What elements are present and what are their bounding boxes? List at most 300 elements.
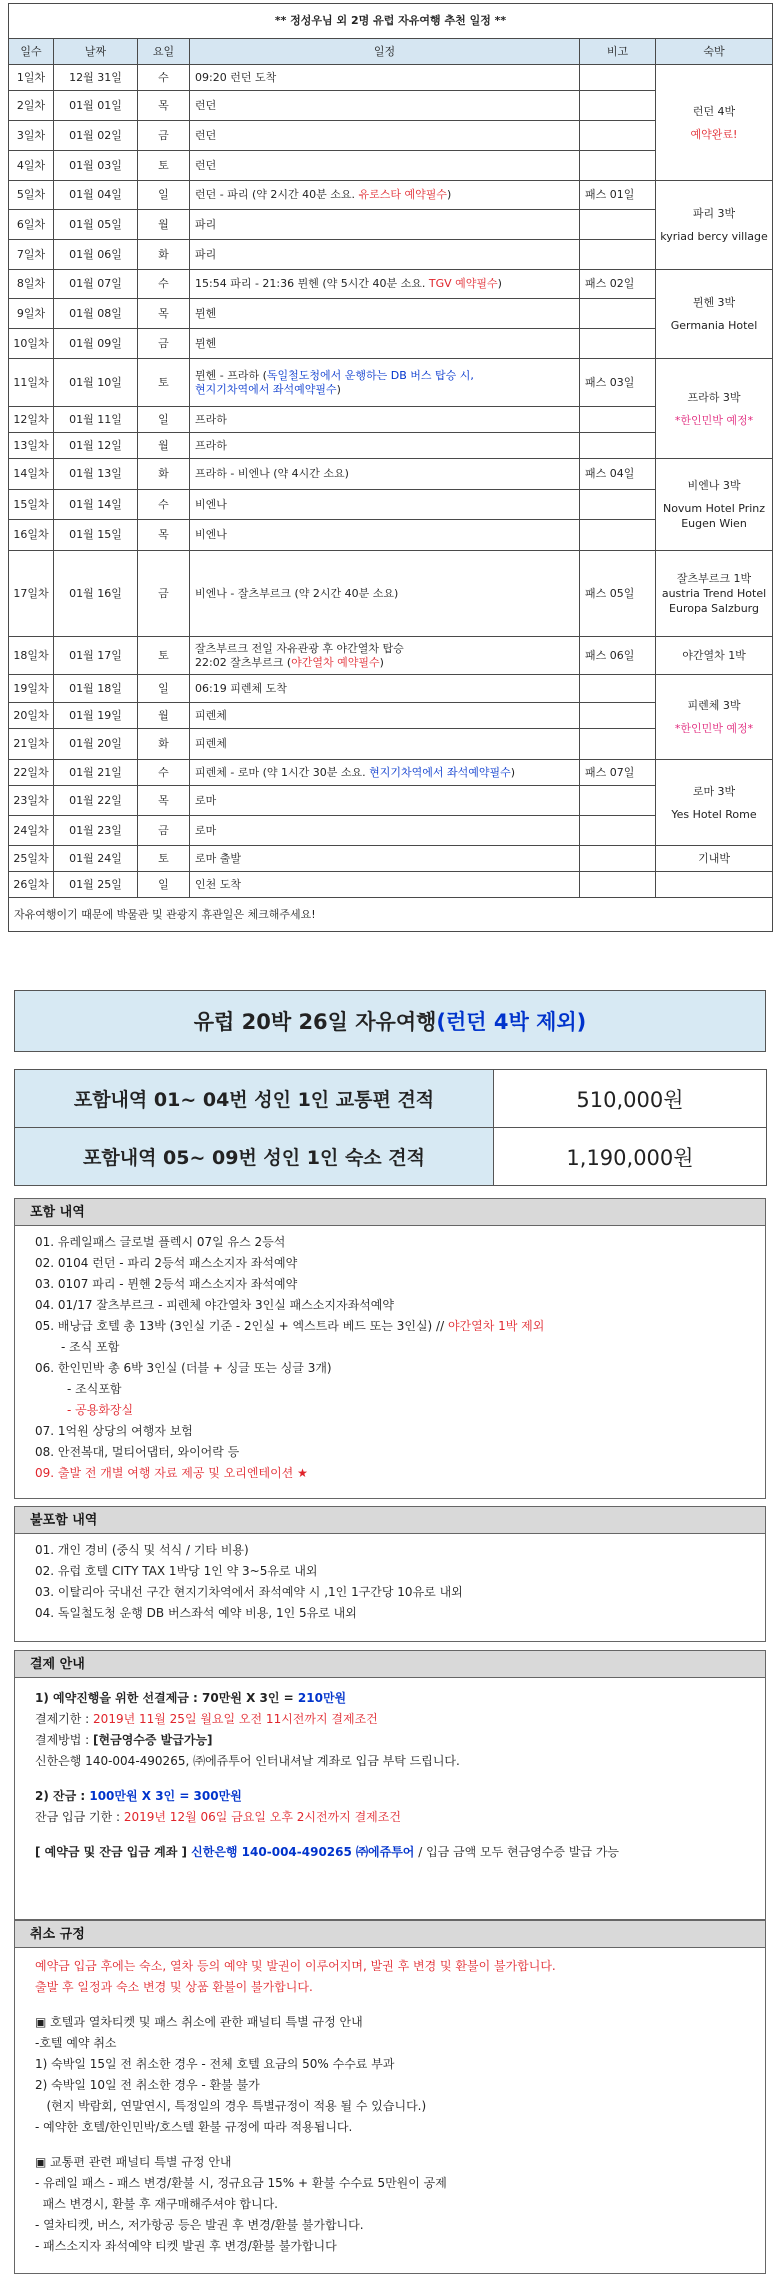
payment-line	[35, 1751, 765, 1772]
date-cell: 01월 02일	[54, 121, 138, 151]
note-cell	[580, 490, 656, 520]
day-cell: 11일차	[9, 359, 54, 407]
plan-cell	[190, 65, 580, 91]
included-item	[35, 1295, 765, 1316]
weekday-cell: 수	[138, 760, 190, 786]
price-value: 510,000원	[494, 1070, 767, 1128]
stay-cell	[656, 760, 773, 846]
day-cell: 5일차	[9, 181, 54, 210]
cancel-line	[35, 2215, 765, 2236]
plan-cell	[190, 121, 580, 151]
text-segment: 뮌헨	[195, 336, 217, 350]
schedule-row	[9, 359, 773, 407]
plan-cell	[190, 210, 580, 240]
stay-line: 비엔나 3박	[687, 479, 741, 492]
cancel-line	[35, 2033, 765, 2054]
text-segment: 04. 01/17 잘츠부르크 - 피렌체 야간열차 3인실 패스소지자좌석예약	[35, 1298, 394, 1312]
text-segment: )	[497, 277, 502, 290]
note-cell	[580, 407, 656, 433]
note-cell	[580, 846, 656, 872]
weekday-cell: 토	[138, 151, 190, 181]
date-cell: 01월 04일	[54, 181, 138, 210]
day-cell: 26일차	[9, 872, 54, 898]
cancel-heading: 취소 규정	[14, 1920, 766, 1948]
text-segment: 09:20 런던 도착	[195, 70, 277, 84]
cancel-line	[35, 2096, 765, 2117]
date-cell: 01월 10일	[54, 359, 138, 407]
text-segment: 2019년 12월 06일 금요일 오후 2시전까지 결제조건	[123, 1810, 401, 1824]
note-cell	[580, 240, 656, 270]
column-header: 날짜	[54, 39, 138, 65]
excluded-item: 01. 개인 경비 (중식 및 석식 / 기타 비용)	[35, 1543, 249, 1557]
weekday-cell: 금	[138, 329, 190, 359]
stay-line: kyriad bercy village	[660, 230, 768, 243]
plan-cell	[190, 433, 580, 459]
text-segment: 07. 1억원 상당의 여행자 보험	[35, 1424, 193, 1438]
text-segment: -호텔 예약 취소	[35, 2036, 117, 2050]
text-segment: - 조식 포함	[61, 1340, 120, 1354]
date-cell: 01월 25일	[54, 872, 138, 898]
included-item	[35, 1316, 765, 1337]
day-cell: 7일차	[9, 240, 54, 270]
stay-cell	[656, 551, 773, 637]
plan-cell	[190, 786, 580, 816]
date-cell: 01월 17일	[54, 637, 138, 675]
text-segment: 잔금 입금 기한 :	[35, 1810, 124, 1824]
weekday-cell: 목	[138, 786, 190, 816]
text-segment: 런던	[195, 158, 217, 172]
text-segment: )	[447, 188, 452, 201]
plan-cell	[190, 846, 580, 872]
text-segment: )	[336, 382, 341, 396]
text-segment: 잘츠부르크 전일 자유관광 후 야간열차 탑승	[195, 641, 404, 655]
trip-summary-title: 유럽 20박 26일 자유여행	[193, 1010, 437, 1034]
weekday-cell: 토	[138, 359, 190, 407]
date-cell: 01월 11일	[54, 407, 138, 433]
date-cell: 01월 22일	[54, 786, 138, 816]
day-cell: 14일차	[9, 459, 54, 490]
cancel-line	[35, 2236, 765, 2257]
plan-cell	[190, 703, 580, 729]
schedule-row	[9, 270, 773, 299]
stay-line: 피렌체 3박	[687, 699, 741, 712]
date-cell: 01월 18일	[54, 675, 138, 703]
stay-line: 프라하 3박	[687, 390, 741, 404]
text-segment: 런던 - 파리 (약 2시간 40분 소요.	[195, 188, 359, 201]
schedule-row	[9, 760, 773, 786]
text-segment: 현지기차역에서 좌석예약필수	[195, 382, 337, 396]
date-cell: 01월 05일	[54, 210, 138, 240]
column-header: 일수	[9, 39, 54, 65]
date-cell: 01월 20일	[54, 729, 138, 760]
weekday-cell: 토	[138, 637, 190, 675]
weekday-cell: 화	[138, 240, 190, 270]
plan-cell	[190, 675, 580, 703]
text-segment: 1) 숙박일 15일 전 취소한 경우 - 전체 호텔 요금의 50% 수수료 부과	[35, 2057, 395, 2071]
text-segment: TGV 예약필수	[428, 277, 498, 290]
cancel-section	[14, 1948, 766, 2274]
plan-cell	[190, 270, 580, 299]
text-segment: 예약금 입금 후에는 숙소, 열차 등의 예약 및 발권이 이루어지며, 발권 후 변경 및 환불이 불가합니다.	[35, 1959, 556, 1973]
schedule-row	[9, 459, 773, 490]
included-item	[35, 1274, 765, 1295]
text-segment: 06. 한인민박 총 6박 3인실 (더블 + 싱글 또는 싱글 3개)	[35, 1361, 332, 1375]
note-cell	[580, 151, 656, 181]
price-row-transport	[15, 1070, 767, 1128]
weekday-cell: 금	[138, 551, 190, 637]
payment-line	[35, 1730, 765, 1751]
excluded-item: 02. 유럽 호텔 CITY TAX 1박당 1인 약 3~5유로 내외	[35, 1564, 318, 1578]
day-cell: 20일차	[9, 703, 54, 729]
text-segment: 파리	[195, 217, 217, 231]
included-item	[35, 1463, 765, 1484]
schedule-table	[8, 3, 773, 932]
plan-cell	[190, 407, 580, 433]
excluded-section	[14, 1534, 766, 1642]
date-cell: 01월 03일	[54, 151, 138, 181]
note-cell: 패스 01일	[580, 181, 656, 210]
stay-line: austria Trend Hotel Europa Salzburg	[661, 587, 767, 615]
text-segment: 15:54 파리 - 21:36 뮌헨 (약 5시간 40분 소요.	[195, 277, 429, 290]
stay-cell	[656, 181, 773, 270]
included-section	[14, 1226, 766, 1499]
plan-cell	[190, 151, 580, 181]
plan-cell	[190, 637, 580, 675]
price-table	[14, 1069, 767, 1186]
date-cell: 12월 31일	[54, 65, 138, 91]
text-segment: 패스 변경시, 환불 후 재구매해주셔야 합니다.	[35, 2197, 278, 2211]
weekday-cell: 수	[138, 270, 190, 299]
day-cell: 4일차	[9, 151, 54, 181]
schedule-row	[9, 181, 773, 210]
weekday-cell: 목	[138, 299, 190, 329]
text-segment: 22:02 잘츠부르크 (	[195, 655, 292, 669]
text-segment: 210만원	[297, 1691, 347, 1705]
spacer	[35, 1772, 765, 1786]
plan-cell	[190, 490, 580, 520]
column-header: 숙박	[656, 39, 773, 65]
stay-cell	[656, 459, 773, 551]
text-segment: 06:19 피렌체 도착	[195, 681, 287, 695]
day-cell: 24일차	[9, 816, 54, 846]
note-cell	[580, 121, 656, 151]
payment-line	[35, 1842, 765, 1863]
text-segment: 05. 배낭급 호텔 총 13박 (3인실 기준 - 2인실 + 엑스트라 베드 또는 3인실) //	[35, 1319, 448, 1333]
price-label: 포함내역 01~ 04번 성인 1인 교통편 견적	[15, 1070, 494, 1128]
day-cell: 8일차	[9, 270, 54, 299]
day-cell: 23일차	[9, 786, 54, 816]
day-cell: 22일차	[9, 760, 54, 786]
included-item	[35, 1358, 765, 1379]
column-header: 요일	[138, 39, 190, 65]
footnote: 자유여행이기 때문에 박물관 및 관광지 휴관일은 체크해주세요!	[9, 898, 773, 932]
text-segment: [현금영수증 발급가능]	[93, 1733, 213, 1747]
text-segment: ▣ 교통편 관련 패널티 특별 규정 안내	[35, 2155, 232, 2169]
schedule-row	[9, 65, 773, 91]
schedule-row	[9, 637, 773, 675]
stay-line: Novum Hotel Prinz Eugen Wien	[662, 502, 766, 530]
text-segment: 01. 유레일패스 글로벌 플렉시 07일 유스 2등석	[35, 1235, 286, 1249]
stay-cell	[656, 359, 773, 459]
day-cell: 19일차	[9, 675, 54, 703]
text-segment: 09. 출발 전 개별 여행 자료 제공 및 오리엔테이션 ★	[35, 1466, 308, 1480]
day-cell: 12일차	[9, 407, 54, 433]
cancel-line	[35, 2152, 765, 2173]
text-segment: 결제기한 :	[35, 1712, 94, 1726]
cancel-line	[35, 1977, 765, 1998]
schedule-row	[9, 846, 773, 872]
date-cell: 01월 07일	[54, 270, 138, 299]
text-segment: 로마	[195, 793, 217, 807]
text-segment: ▣ 호텔과 열차티켓 및 패스 취소에 관한 패널티 특별 규정 안내	[35, 2015, 363, 2029]
note-cell	[580, 520, 656, 551]
date-cell: 01월 13일	[54, 459, 138, 490]
payment-heading: 결제 안내	[14, 1650, 766, 1678]
text-segment: 신한은행 140-004-490265, ㈜에쥬투어 인터내셔날 계좌로 입금 부탁 드립니다.	[35, 1754, 460, 1768]
text-segment: 야간열차 예약필수	[291, 655, 380, 669]
text-segment: 출발 후 일정과 숙소 변경 및 상품 환불이 불가합니다.	[35, 1980, 313, 1994]
text-segment: - 예약한 호텔/한인민박/호스텔 환불 규정에 따라 적용됩니다.	[35, 2120, 353, 2134]
price-label: 포함내역 05~ 09번 성인 1인 숙소 견적	[15, 1128, 494, 1186]
stay-line: *한인민박 예정*	[674, 722, 754, 735]
schedule-row	[9, 675, 773, 703]
excluded-item: 04. 독일철도청 운행 DB 버스좌석 예약 비용, 1인 5유로 내외	[35, 1606, 357, 1620]
stay-cell	[656, 675, 773, 760]
text-segment: 로마	[195, 823, 217, 837]
weekday-cell: 월	[138, 703, 190, 729]
day-cell: 3일차	[9, 121, 54, 151]
weekday-cell: 월	[138, 433, 190, 459]
schedule-row	[9, 551, 773, 637]
text-segment: - 유레일 패스 - 패스 변경/환불 시, 정규요금 15% + 환불 수수료 5만원이 공제	[35, 2176, 447, 2190]
stay-line: 런던 4박	[692, 104, 736, 118]
text-segment: 프라하	[195, 412, 227, 426]
excluded-item: 03. 이탈리아 국내선 구간 현지기차역에서 좌석예약 시 ,1인 1구간당 10유로 내외	[35, 1585, 463, 1599]
note-cell: 패스 04일	[580, 459, 656, 490]
trip-summary-exclusion: (런던 4박 제외)	[436, 1010, 587, 1034]
date-cell: 01월 12일	[54, 433, 138, 459]
note-cell	[580, 729, 656, 760]
text-segment: 비엔나	[195, 497, 227, 511]
text-segment: 08. 안전복대, 멀티어댑터, 와이어락 등	[35, 1445, 240, 1459]
stay-line: 로마 3박	[692, 784, 736, 798]
date-cell: 01월 23일	[54, 816, 138, 846]
text-segment: 비엔나	[195, 528, 227, 541]
date-cell: 01월 15일	[54, 520, 138, 551]
text-segment: 피렌체	[195, 737, 227, 750]
text-segment: 인천 도착	[195, 877, 242, 891]
plan-cell	[190, 299, 580, 329]
day-cell: 10일차	[9, 329, 54, 359]
payment-line	[35, 1688, 765, 1709]
plan-cell	[190, 181, 580, 210]
plan-cell	[190, 459, 580, 490]
text-segment: 현지기차역에서 좌석예약필수	[369, 765, 511, 779]
weekday-cell: 일	[138, 181, 190, 210]
text-segment: 독일철도청에서 운행하는 DB 버스 탑승 시,	[266, 368, 474, 382]
note-cell	[580, 299, 656, 329]
schedule-title: ** 정성우님 외 2명 유럽 자유여행 추천 일정 **	[9, 4, 773, 39]
trip-summary-banner	[14, 990, 766, 1052]
note-cell	[580, 675, 656, 703]
note-cell	[580, 872, 656, 898]
note-cell	[580, 703, 656, 729]
stay-line: 뮌헨 3박	[692, 296, 736, 309]
footnote-row	[9, 898, 773, 932]
note-cell	[580, 210, 656, 240]
text-segment: 뮌헨	[195, 306, 217, 320]
spacer	[35, 1828, 765, 1842]
plan-cell	[190, 816, 580, 846]
text-segment: 런던	[195, 98, 217, 112]
included-item	[35, 1232, 765, 1253]
included-item	[35, 1253, 765, 1274]
included-item	[35, 1400, 765, 1421]
schedule-header-row	[9, 39, 773, 65]
included-item	[35, 1442, 765, 1463]
date-cell: 01월 21일	[54, 760, 138, 786]
day-cell: 9일차	[9, 299, 54, 329]
plan-cell	[190, 329, 580, 359]
weekday-cell: 금	[138, 816, 190, 846]
text-segment: 프라하	[195, 438, 227, 452]
cancel-line	[35, 2173, 765, 2194]
stay-line: 야간열차 1박	[682, 649, 746, 662]
text-segment: / 입금 금액 모두 현금영수증 발급 가능	[414, 1845, 620, 1859]
date-cell: 01월 06일	[54, 240, 138, 270]
text-segment: [ 예약금 및 잔금 입금 계좌 ]	[35, 1845, 192, 1859]
text-segment: 파리	[195, 247, 217, 261]
date-cell: 01월 24일	[54, 846, 138, 872]
text-segment: - 열차티켓, 버스, 저가항공 등은 발권 후 변경/환불 불가합니다.	[35, 2218, 364, 2232]
cancel-line	[35, 2054, 765, 2075]
text-segment: 야간열차 1박 제외	[447, 1319, 545, 1333]
text-segment: 피렌체	[195, 708, 227, 722]
payment-line	[35, 1786, 765, 1807]
text-segment: 피렌체 - 로마 (약 1시간 30분 소요.	[195, 765, 370, 779]
weekday-cell: 토	[138, 846, 190, 872]
cancel-line	[35, 2117, 765, 2138]
price-value: 1,190,000원	[494, 1128, 767, 1186]
text-segment: 로마 출발	[195, 851, 242, 865]
payment-line	[35, 1709, 765, 1730]
payment-line	[35, 1807, 765, 1828]
excluded-heading: 불포함 내역	[14, 1506, 766, 1534]
plan-cell	[190, 760, 580, 786]
stay-line: Yes Hotel Rome	[671, 807, 757, 821]
text-segment: )	[379, 655, 384, 669]
included-item	[35, 1337, 765, 1358]
text-segment: 유로스타 예약필수	[358, 188, 448, 201]
stay-cell	[656, 637, 773, 675]
stay-cell	[656, 846, 773, 872]
note-cell: 패스 03일	[580, 359, 656, 407]
text-segment: 1) 예약진행을 위한 선결제금 : 70만원 X 3인 =	[35, 1691, 298, 1705]
date-cell: 01월 08일	[54, 299, 138, 329]
spacer	[35, 1998, 765, 2012]
weekday-cell: 화	[138, 459, 190, 490]
plan-cell	[190, 91, 580, 121]
schedule-row	[9, 872, 773, 898]
text-segment: 100만원 X 3인 = 300만원	[89, 1789, 242, 1803]
note-cell: 패스 07일	[580, 760, 656, 786]
plan-cell	[190, 240, 580, 270]
note-cell	[580, 816, 656, 846]
stay-cell	[656, 872, 773, 898]
day-cell: 21일차	[9, 729, 54, 760]
plan-cell	[190, 551, 580, 637]
text-segment: 뮌헨 - 프라하 (	[195, 368, 267, 382]
text-segment: 02. 0104 런던 - 파리 2등석 패스소지자 좌석예약	[35, 1256, 298, 1270]
weekday-cell: 월	[138, 210, 190, 240]
payment-section	[14, 1678, 766, 1920]
plan-cell	[190, 520, 580, 551]
cancel-line	[35, 2012, 765, 2033]
date-cell: 01월 16일	[54, 551, 138, 637]
stay-line: 잘츠부르크 1박	[676, 572, 752, 585]
cancel-line	[35, 1956, 765, 1977]
stay-cell	[656, 65, 773, 181]
text-segment: (현지 박람회, 연말연시, 특정일의 경우 특별규정이 적용 될 수 있습니다.)	[35, 2099, 427, 2113]
day-cell: 25일차	[9, 846, 54, 872]
stay-line: *한인민박 예정*	[674, 413, 754, 427]
spacer	[35, 2138, 765, 2152]
included-item	[35, 1379, 765, 1400]
plan-cell	[190, 729, 580, 760]
stay-cell	[656, 270, 773, 359]
day-cell: 13일차	[9, 433, 54, 459]
stay-line: 파리 3박	[692, 207, 736, 220]
included-heading: 포함 내역	[14, 1198, 766, 1226]
day-cell: 18일차	[9, 637, 54, 675]
note-cell: 패스 02일	[580, 270, 656, 299]
weekday-cell: 일	[138, 407, 190, 433]
text-segment: 2019년 11월 25일 월요일 오전 11시전까지 결제조건	[93, 1712, 378, 1726]
date-cell: 01월 09일	[54, 329, 138, 359]
date-cell: 01월 14일	[54, 490, 138, 520]
note-cell	[580, 786, 656, 816]
weekday-cell: 목	[138, 520, 190, 551]
weekday-cell: 목	[138, 91, 190, 121]
text-segment: 2) 숙박일 10일 전 취소한 경우 - 환불 불가	[35, 2078, 260, 2092]
date-cell: 01월 19일	[54, 703, 138, 729]
text-segment: 신한은행 140-004-490265 ㈜에쥬투어	[191, 1845, 415, 1859]
text-segment: 프라하 - 비엔나 (약 4시간 소요)	[195, 467, 349, 480]
day-cell: 15일차	[9, 490, 54, 520]
text-segment: 결제방법 :	[35, 1733, 94, 1747]
day-cell: 2일차	[9, 91, 54, 121]
day-cell: 1일차	[9, 65, 54, 91]
stay-line: 예약완료!	[690, 127, 738, 141]
plan-cell	[190, 872, 580, 898]
weekday-cell: 수	[138, 65, 190, 91]
note-cell	[580, 329, 656, 359]
text-segment: )	[510, 765, 516, 779]
included-item	[35, 1421, 765, 1442]
day-cell: 16일차	[9, 520, 54, 551]
day-cell: 17일차	[9, 551, 54, 637]
text-segment: - 패스소지자 좌석예약 티켓 발권 후 변경/환불 불가합니다	[35, 2239, 337, 2253]
weekday-cell: 화	[138, 729, 190, 760]
stay-line: 기내박	[698, 852, 730, 865]
day-cell: 6일차	[9, 210, 54, 240]
text-segment: 비엔나 - 잘츠부르크 (약 2시간 40분 소요)	[195, 586, 399, 600]
text-segment: - 공용화장실	[67, 1403, 134, 1417]
stay-line: Germania Hotel	[670, 319, 758, 332]
text-segment: 런던	[195, 128, 217, 142]
text-segment: 2) 잔금 :	[35, 1789, 90, 1803]
weekday-cell: 금	[138, 121, 190, 151]
